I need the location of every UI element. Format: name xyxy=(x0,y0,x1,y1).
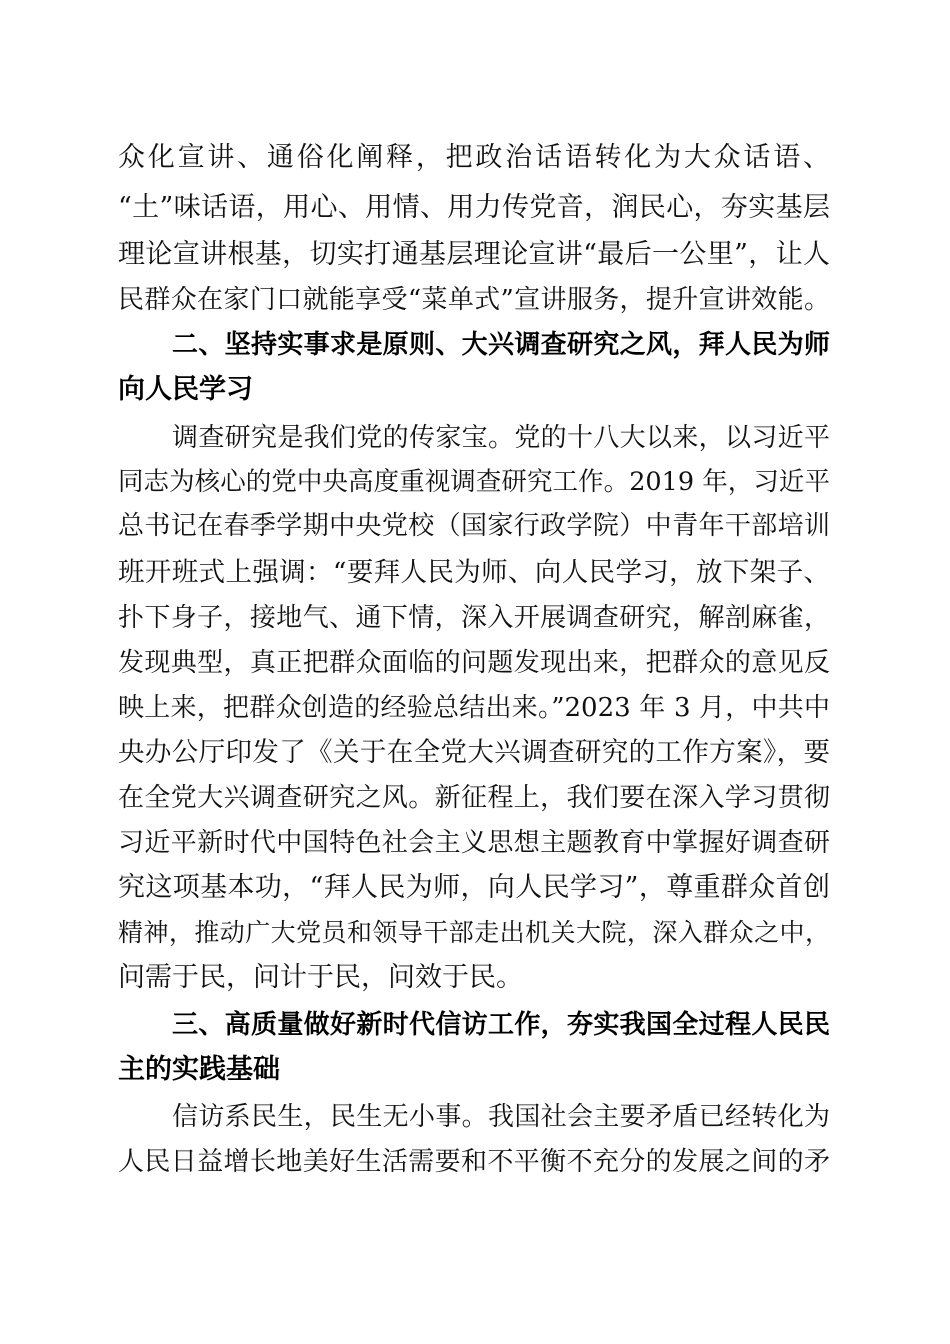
body-text-line: 众化宣讲、通俗化阐释，把政治话语转化为大众话语、 xyxy=(118,142,830,173)
body-text-line: 发现典型，真正把群众面临的问题发现出来，把群众的意见反 xyxy=(118,648,830,678)
body-text-line: 班开班式上强调：“要拜人民为师、向人民学习，放下架子、 xyxy=(118,557,830,588)
body-text-line: 总书记在春季学期中央党校（国家行政学院）中青年干部培训 xyxy=(118,511,830,541)
body-text-line: 民群众在家门口就能享受“菜单式”宣讲服务，提升宣讲效能。 xyxy=(118,285,830,315)
body-text-line: 人民日益增长地美好生活需要和不平衡不充分的发展之间的矛 xyxy=(118,1147,830,1177)
body-text-line: 央办公厅印发了《关于在全党大兴调查研究的工作方案》，要 xyxy=(118,737,830,768)
body-text-line: 理论宣讲根基，切实打通基层理论宣讲“最后一公里”，让人 xyxy=(118,239,830,270)
body-text-line: 习近平新时代中国特色社会主义思想主题教育中掌握好调查研 xyxy=(118,828,830,858)
body-text-line: 问需于民，问计于民，问效于民。 xyxy=(118,962,523,993)
paragraph-first-line: 调查研究是我们党的传家宝。党的十八大以来，以习近平 xyxy=(172,423,830,453)
body-text-line: 映上来，把群众创造的经验总结出来。”2023 年 3 月，中共中 xyxy=(118,693,830,723)
body-text-line: 同志为核心的党中央高度重视调查研究工作。2019 年，习近平 xyxy=(118,467,830,497)
body-text-line: “土”味话语，用心、用情、用力传党音，润民心，夯实基层 xyxy=(118,192,830,223)
body-text-line: 在全党大兴调查研究之风。新征程上，我们要在深入学习贯彻 xyxy=(118,783,830,813)
body-text-line: 究这项基本功，“拜人民为师，向人民学习”，尊重群众首创 xyxy=(118,872,830,903)
section-heading-2-cont: 向人民学习 xyxy=(118,374,253,405)
paragraph-first-line: 信访系民生，民生无小事。我国社会主要矛盾已经转化为 xyxy=(172,1102,830,1132)
body-text-line: 精神，推动广大党员和领导干部走出机关大院，深入群众之中， xyxy=(118,918,830,947)
section-heading-3: 三、高质量做好新时代信访工作，夯实我国全过程人民民 xyxy=(172,1010,830,1040)
section-heading-3-cont: 主的实践基础 xyxy=(118,1054,280,1085)
section-heading-2: 二、坚持实事求是原则、大兴调查研究之风，拜人民为师 xyxy=(172,330,830,360)
body-text-line: 扑下身子，接地气、通下情，深入开展调查研究，解剖麻雀， xyxy=(118,603,830,633)
